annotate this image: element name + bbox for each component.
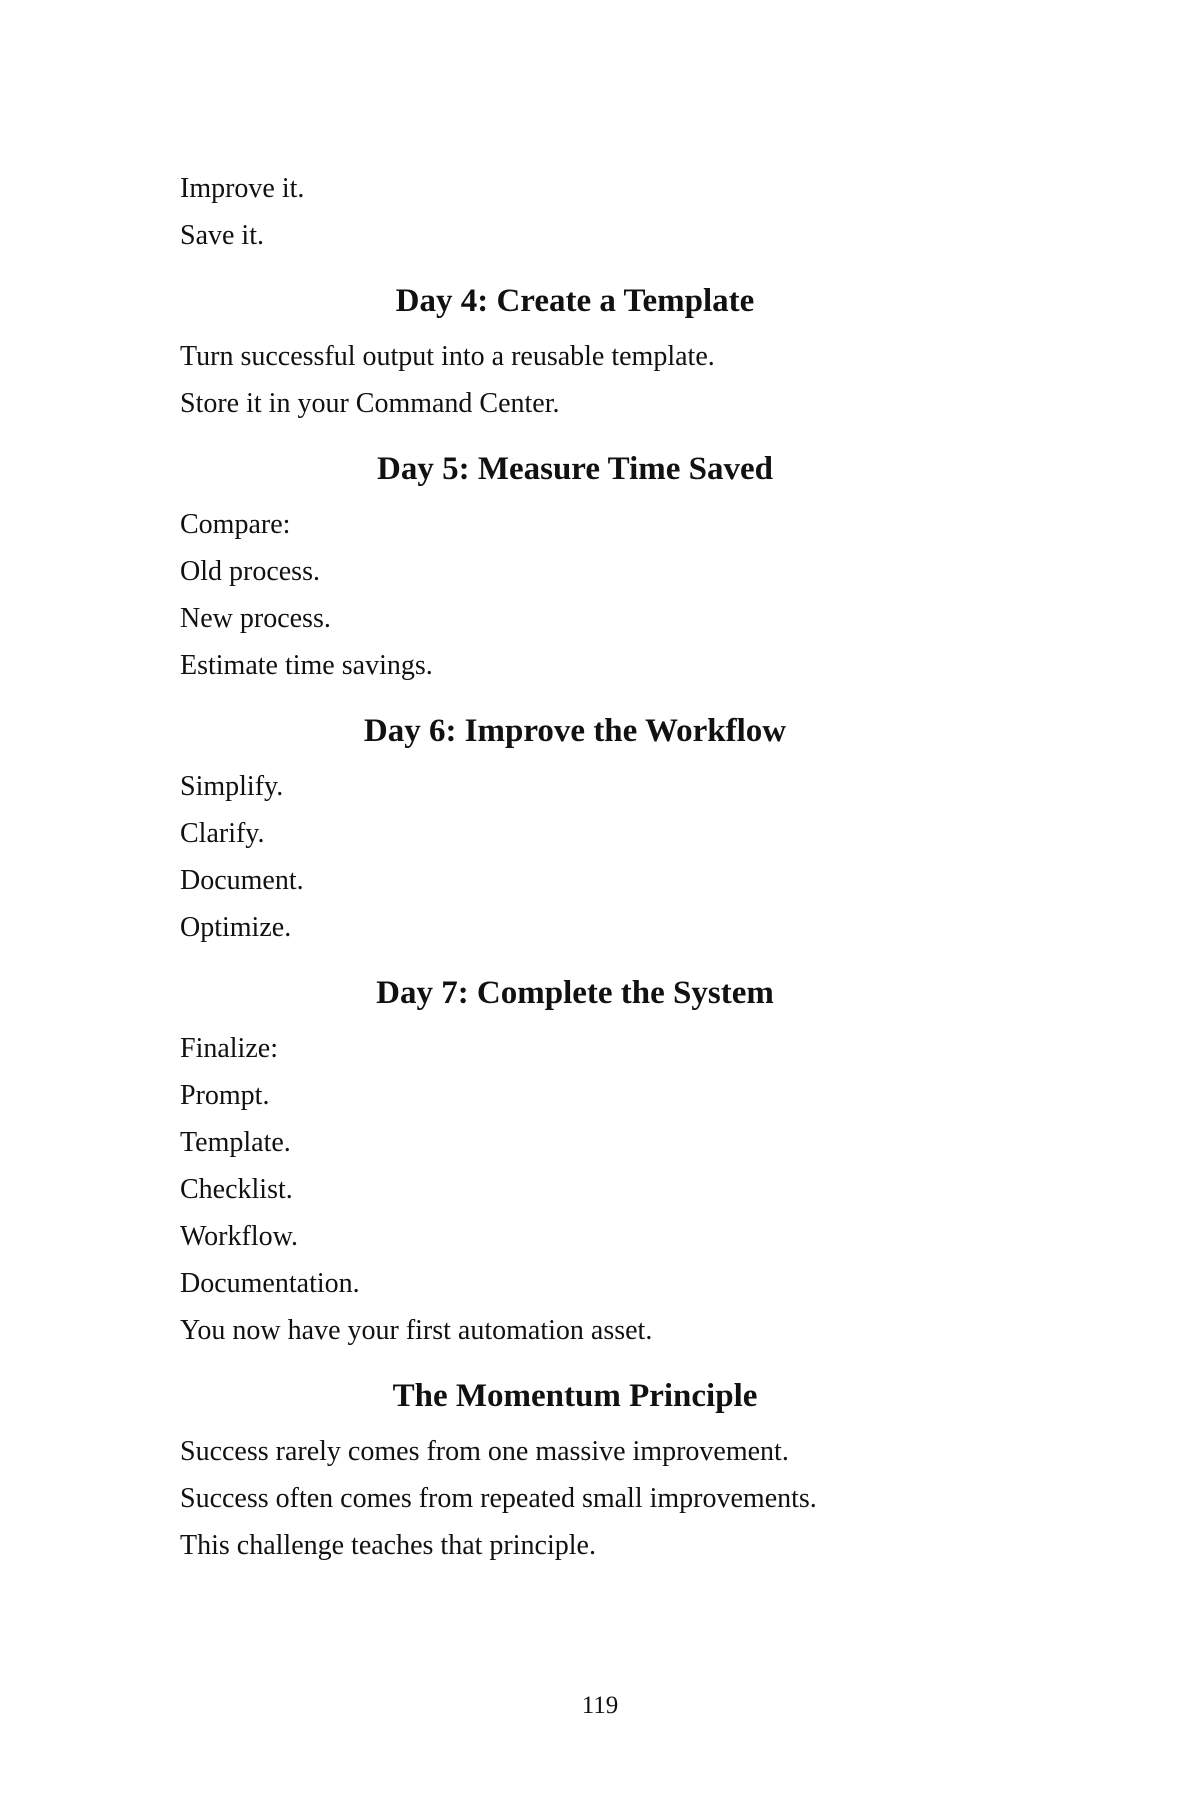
body-line: Old process.	[180, 556, 320, 587]
section-heading: The Momentum Principle	[392, 1378, 758, 1414]
body-line: Turn successful output into a reusable template.	[180, 341, 715, 372]
body-line: Finalize:	[180, 1033, 278, 1064]
section-momentum-principle	[180, 1376, 970, 1569]
body-line: New process.	[180, 603, 331, 634]
section-day-5	[180, 449, 970, 689]
body-line: Documentation.	[180, 1268, 360, 1299]
body-line: Document.	[180, 865, 304, 896]
body-line: Simplify.	[180, 771, 284, 802]
body-line: Optimize.	[180, 912, 292, 943]
body-line: Workflow.	[180, 1221, 299, 1252]
body-line: Clarify.	[180, 818, 265, 849]
page-body	[180, 165, 970, 1569]
body-line: Improve it.	[180, 173, 305, 204]
body-line: You now have your first automation asset.	[180, 1315, 653, 1346]
section-heading: Day 7: Complete the System	[376, 975, 774, 1011]
body-line: Success rarely comes from one massive improvement.	[180, 1436, 789, 1467]
body-line: Checklist.	[180, 1174, 293, 1205]
body-line: Prompt.	[180, 1080, 270, 1111]
body-line: Save it.	[180, 220, 264, 251]
section-day-4	[180, 281, 970, 427]
page-number: 119	[581, 1692, 619, 1719]
body-line: This challenge teaches that principle.	[180, 1530, 596, 1561]
section-day-6	[180, 711, 970, 951]
body-line: Store it in your Command Center.	[180, 388, 560, 419]
section-heading: Day 6: Improve the Workflow	[363, 713, 787, 749]
body-line: Success often comes from repeated small improvements.	[180, 1483, 817, 1514]
section-day-7	[180, 973, 970, 1354]
body-line: Estimate time savings.	[180, 650, 433, 681]
body-line: Template.	[180, 1127, 291, 1158]
body-line: Compare:	[180, 509, 291, 540]
section-heading: Day 4: Create a Template	[395, 283, 755, 319]
section-heading: Day 5: Measure Time Saved	[377, 451, 773, 487]
